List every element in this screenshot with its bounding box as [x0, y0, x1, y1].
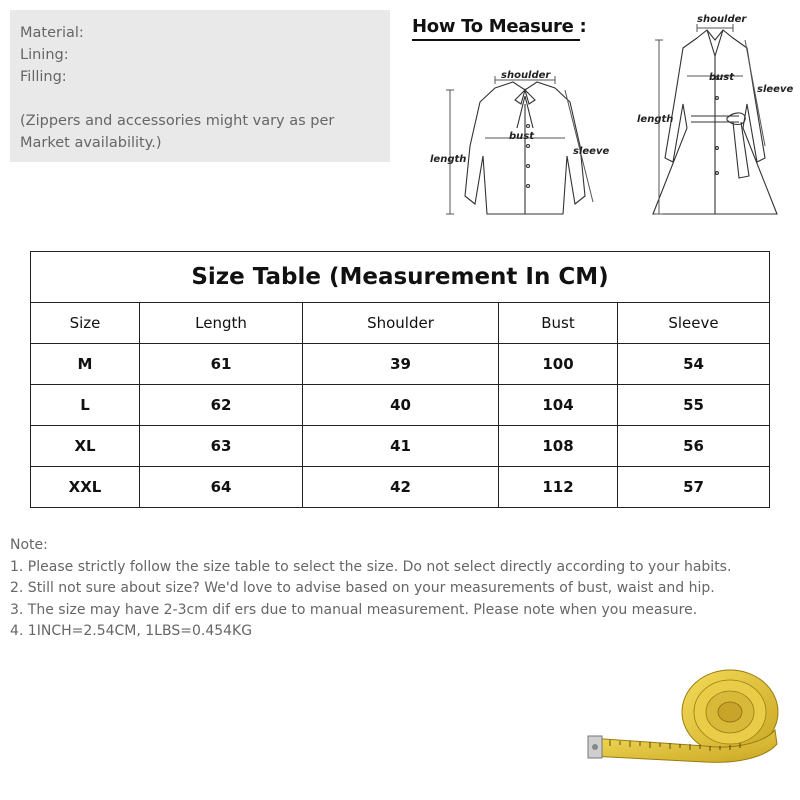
size-table	[30, 251, 770, 508]
cell-shoulder: 40	[303, 385, 499, 426]
blouse-measure-diagram	[425, 66, 625, 226]
table-row	[31, 385, 770, 426]
note-item: 4. 1INCH=2.54CM, 1LBS=0.454KG	[10, 623, 253, 639]
table-row	[31, 426, 770, 467]
cell-shoulder: 39	[303, 344, 499, 385]
filling-label: Filling:	[20, 69, 67, 85]
blouse-shoulder-label: shoulder	[501, 70, 551, 81]
cell-bust: 104	[499, 385, 618, 426]
cell-bust: 108	[499, 426, 618, 467]
note-item: 3. The size may have 2-3cm dif ers due to manual measurement. Please note when you measure.	[10, 601, 698, 618]
table-row	[31, 467, 770, 508]
cell-sleeve: 56	[618, 426, 770, 467]
cell-size: L	[31, 385, 140, 426]
blouse-length-label: length	[430, 154, 467, 165]
blouse-bust-label: bust	[509, 131, 535, 142]
notes-heading: Note:	[10, 537, 48, 553]
lining-label: Lining:	[20, 47, 69, 63]
cell-length: 61	[140, 344, 303, 385]
measuring-tape-icon	[585, 660, 790, 770]
cell-length: 63	[140, 426, 303, 467]
cell-length: 62	[140, 385, 303, 426]
size-table-header-row	[31, 303, 770, 344]
how-to-measure-title: How To Measure :	[412, 16, 587, 37]
disclaimer-line-1: (Zippers and accessories might vary as per	[20, 113, 335, 129]
cell-size: XL	[31, 426, 140, 467]
disclaimer-line-2: Market availability.)	[20, 135, 162, 151]
size-table-caption: Size Table (Measurement In CM)	[31, 252, 770, 303]
header-size: Size	[31, 303, 140, 344]
note-item: 2. Still not sure about size? We'd love to advise based on your measurements of bust, waist and hip.	[10, 580, 715, 596]
cell-sleeve: 54	[618, 344, 770, 385]
cell-length: 64	[140, 467, 303, 508]
header-length: Length	[140, 303, 303, 344]
cell-sleeve: 55	[618, 385, 770, 426]
cell-shoulder: 42	[303, 467, 499, 508]
cell-bust: 100	[499, 344, 618, 385]
notes-section	[10, 535, 731, 643]
header-bust: Bust	[499, 303, 618, 344]
dress-shoulder-label: shoulder	[697, 14, 747, 25]
cell-size: XXL	[31, 467, 140, 508]
dress-sleeve-label: sleeve	[757, 84, 794, 95]
cell-shoulder: 41	[303, 426, 499, 467]
dress-length-label: length	[637, 114, 674, 125]
cell-bust: 112	[499, 467, 618, 508]
header-sleeve: Sleeve	[618, 303, 770, 344]
dress-bust-label: bust	[709, 72, 735, 83]
table-row	[31, 344, 770, 385]
header-shoulder: Shoulder	[303, 303, 499, 344]
note-item: 1. Please strictly follow the size table to select the size. Do not select directly according to your habits.	[10, 558, 732, 575]
material-info-box	[10, 10, 390, 162]
cell-size: M	[31, 344, 140, 385]
cell-sleeve: 57	[618, 467, 770, 508]
material-label: Material:	[20, 25, 84, 41]
blouse-sleeve-label: sleeve	[573, 146, 610, 157]
dress-measure-diagram	[635, 8, 795, 228]
